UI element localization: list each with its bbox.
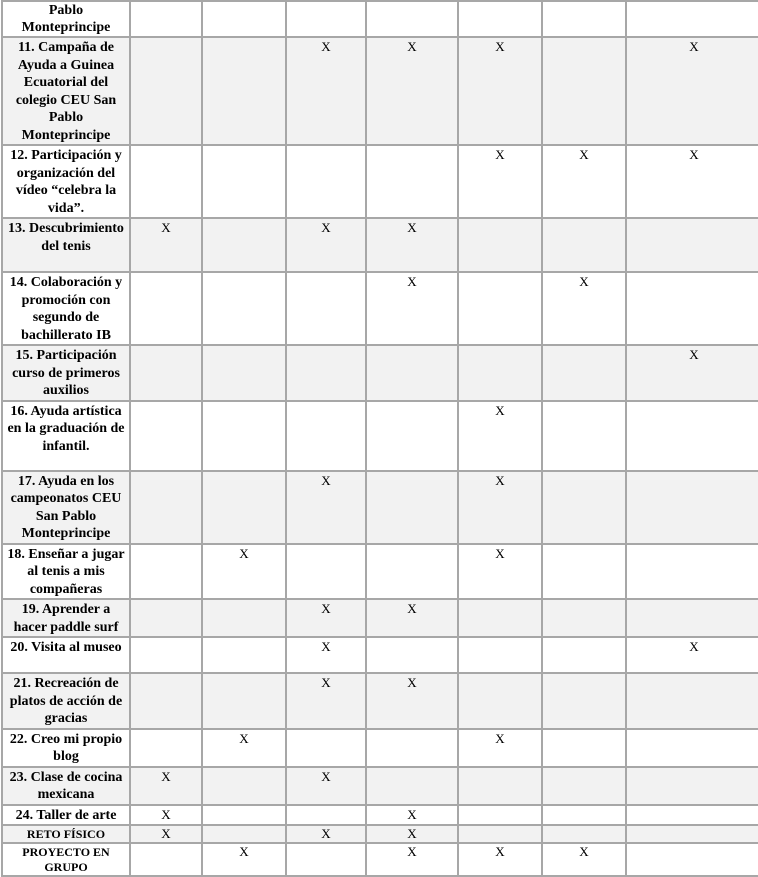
mark-cell [626, 272, 758, 345]
mark-cell: X [458, 843, 542, 876]
mark-cell [202, 825, 286, 843]
mark-cell [542, 637, 626, 673]
mark-cell: X [626, 145, 758, 218]
table-row [2, 37, 758, 145]
mark-cell [286, 805, 366, 826]
mark-cell [202, 805, 286, 826]
mark-cell [286, 272, 366, 345]
mark-cell [130, 843, 202, 876]
mark-cell: X [202, 843, 286, 876]
mark-cell [130, 673, 202, 729]
mark-cell [202, 401, 286, 471]
mark-cell [458, 345, 542, 401]
mark-cell [542, 825, 626, 843]
mark-cell [130, 145, 202, 218]
mark-cell [458, 218, 542, 272]
mark-cell [626, 401, 758, 471]
mark-cell [542, 345, 626, 401]
activity-cell: 18. Enseñar a jugar al tenis a mis compañeras [2, 544, 130, 600]
mark-cell [130, 37, 202, 145]
table-row [2, 1, 758, 37]
mark-cell [130, 599, 202, 637]
mark-cell [626, 471, 758, 544]
mark-cell [130, 401, 202, 471]
mark-cell: X [366, 805, 458, 826]
mark-cell: X [366, 218, 458, 272]
mark-cell [202, 1, 286, 37]
activity-cell: 15. Participación curso de primeros auxilios [2, 345, 130, 401]
mark-cell [626, 729, 758, 767]
activities-table [1, 0, 758, 877]
table-row [2, 218, 758, 272]
mark-cell [366, 471, 458, 544]
mark-cell [130, 1, 202, 37]
mark-cell: X [130, 805, 202, 826]
mark-cell: X [626, 37, 758, 145]
mark-cell [542, 471, 626, 544]
activity-cell: 12. Participación y organización del vídeo “celebra la vida”. [2, 145, 130, 218]
table-row [2, 825, 758, 843]
mark-cell: X [130, 767, 202, 805]
table-row [2, 599, 758, 637]
mark-cell [458, 805, 542, 826]
mark-cell: X [366, 272, 458, 345]
activity-cell: 24. Taller de arte [2, 805, 130, 826]
mark-cell [542, 1, 626, 37]
mark-cell [542, 37, 626, 145]
mark-cell: X [286, 825, 366, 843]
mark-cell [130, 637, 202, 673]
mark-cell [202, 767, 286, 805]
activity-cell: PROYECTO EN GRUPO [2, 843, 130, 876]
mark-cell [286, 401, 366, 471]
mark-cell [626, 599, 758, 637]
mark-cell: X [286, 637, 366, 673]
mark-cell [202, 673, 286, 729]
mark-cell [542, 544, 626, 600]
mark-cell [626, 218, 758, 272]
mark-cell: X [458, 471, 542, 544]
mark-cell [286, 843, 366, 876]
activity-cell: 17. Ayuda en los campeonatos CEU San Pablo Monteprincipe [2, 471, 130, 544]
mark-cell: X [366, 673, 458, 729]
mark-cell [458, 599, 542, 637]
mark-cell: X [286, 673, 366, 729]
mark-cell: X [130, 825, 202, 843]
mark-cell [130, 471, 202, 544]
mark-cell [202, 599, 286, 637]
table-row [2, 729, 758, 767]
mark-cell [130, 729, 202, 767]
mark-cell: X [286, 767, 366, 805]
activity-cell: 23. Clase de cocina mexicana [2, 767, 130, 805]
mark-cell [542, 729, 626, 767]
table-row [2, 401, 758, 471]
mark-cell [202, 37, 286, 145]
mark-cell [626, 767, 758, 805]
mark-cell [202, 272, 286, 345]
mark-cell [286, 1, 366, 37]
activity-cell: RETO FÍSICO [2, 825, 130, 843]
mark-cell: X [542, 843, 626, 876]
activity-cell: 20. Visita al museo [2, 637, 130, 673]
mark-cell [286, 544, 366, 600]
mark-cell [458, 767, 542, 805]
mark-cell: X [458, 145, 542, 218]
mark-cell: X [542, 272, 626, 345]
mark-cell [286, 145, 366, 218]
mark-cell: X [458, 401, 542, 471]
mark-cell: X [366, 843, 458, 876]
mark-cell [286, 729, 366, 767]
table-row [2, 345, 758, 401]
mark-cell [542, 401, 626, 471]
mark-cell: X [286, 37, 366, 145]
mark-cell [130, 345, 202, 401]
mark-cell [202, 471, 286, 544]
table-row [2, 843, 758, 876]
mark-cell: X [202, 729, 286, 767]
mark-cell [542, 805, 626, 826]
table-row [2, 805, 758, 826]
mark-cell [202, 145, 286, 218]
mark-cell [626, 544, 758, 600]
mark-cell [542, 599, 626, 637]
mark-cell [542, 218, 626, 272]
table-row [2, 637, 758, 673]
activity-cell: 19. Aprender a hacer paddle surf [2, 599, 130, 637]
table-row [2, 145, 758, 218]
activity-cell: 22. Creo mi propio blog [2, 729, 130, 767]
table-row [2, 471, 758, 544]
mark-cell [366, 1, 458, 37]
mark-cell [366, 544, 458, 600]
activity-cell: 11. Campaña de Ayuda a Guinea Ecuatorial del colegio CEU San Pablo Monteprincipe [2, 37, 130, 145]
mark-cell: X [458, 37, 542, 145]
mark-cell [458, 1, 542, 37]
mark-cell [130, 272, 202, 345]
mark-cell [626, 843, 758, 876]
mark-cell [286, 345, 366, 401]
mark-cell: X [542, 145, 626, 218]
table-row [2, 544, 758, 600]
mark-cell: X [202, 544, 286, 600]
mark-cell [626, 825, 758, 843]
mark-cell [366, 767, 458, 805]
table-row [2, 673, 758, 729]
activity-cell: 13. Descubrimiento del tenis [2, 218, 130, 272]
mark-cell: X [626, 345, 758, 401]
mark-cell [458, 673, 542, 729]
mark-cell [130, 544, 202, 600]
mark-cell [542, 673, 626, 729]
mark-cell [366, 729, 458, 767]
activity-cell: Pablo Monteprincipe [2, 1, 130, 37]
mark-cell [366, 145, 458, 218]
table-row [2, 272, 758, 345]
mark-cell [366, 637, 458, 673]
mark-cell: X [130, 218, 202, 272]
mark-cell: X [458, 544, 542, 600]
mark-cell [626, 805, 758, 826]
mark-cell: X [626, 637, 758, 673]
mark-cell [626, 1, 758, 37]
mark-cell [458, 637, 542, 673]
mark-cell [202, 218, 286, 272]
mark-cell [202, 637, 286, 673]
mark-cell: X [458, 729, 542, 767]
mark-cell [202, 345, 286, 401]
mark-cell [542, 767, 626, 805]
mark-cell [458, 272, 542, 345]
mark-cell [366, 345, 458, 401]
mark-cell: X [366, 599, 458, 637]
activity-cell: 16. Ayuda artística en la graduación de infantil. [2, 401, 130, 471]
mark-cell: X [366, 825, 458, 843]
mark-cell: X [286, 471, 366, 544]
mark-cell [458, 825, 542, 843]
mark-cell [366, 401, 458, 471]
activity-cell: 14. Colaboración y promoción con segundo de bachillerato IB [2, 272, 130, 345]
mark-cell: X [366, 37, 458, 145]
activity-cell: 21. Recreación de platos de acción de gracias [2, 673, 130, 729]
mark-cell: X [286, 599, 366, 637]
mark-cell [626, 673, 758, 729]
mark-cell: X [286, 218, 366, 272]
table-row [2, 767, 758, 805]
